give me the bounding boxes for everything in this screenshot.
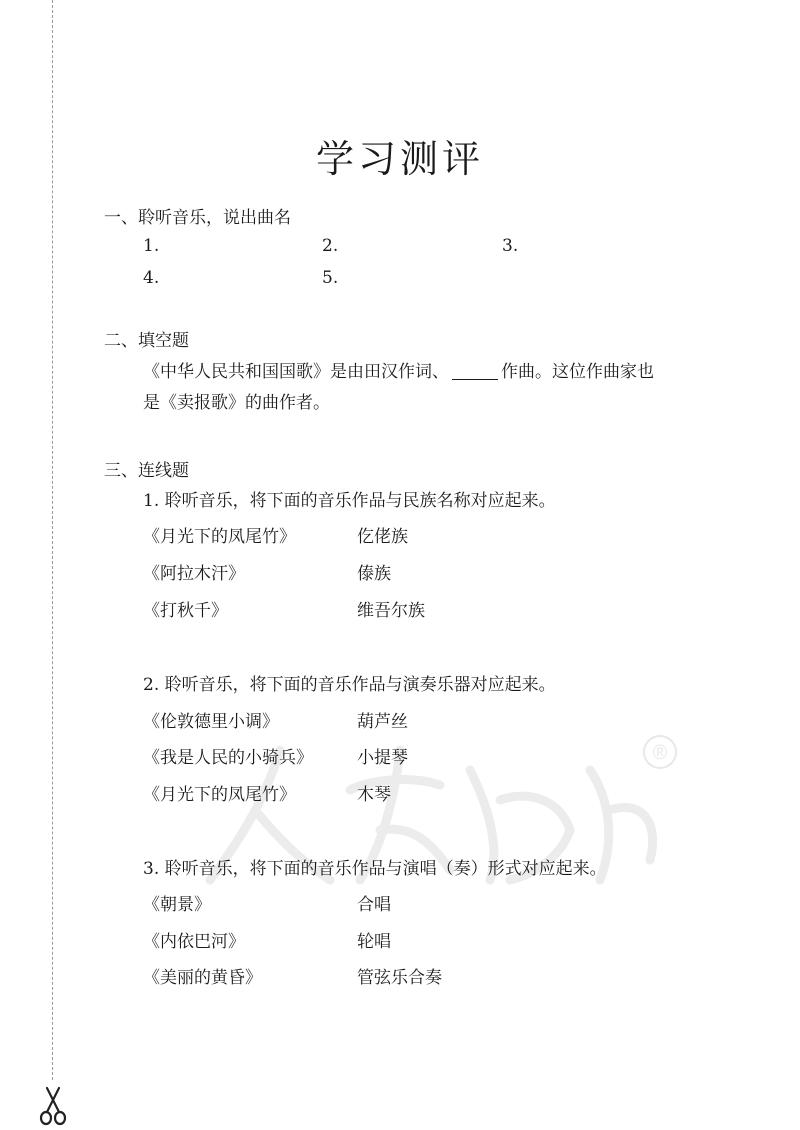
match-group-2-work-2[interactable]: 《我是人民的小骑兵》 [143,748,313,768]
match-group-2-option-2[interactable]: 小提琴 [357,748,408,768]
match-group-1-work-2[interactable]: 《阿拉木汗》 [143,564,245,584]
match-group-3-option-1[interactable]: 合唱 [357,895,391,915]
listen-item-2: 2. [322,236,339,256]
match-group-3-instruction: 3. 聆听音乐，将下面的音乐作品与演唱（奏）形式对应起来。 [143,859,607,879]
match-group-3-work-1[interactable]: 《朝景》 [143,895,211,915]
match-group-1-option-2[interactable]: 傣族 [357,564,391,584]
listen-item-3: 3. [502,236,519,256]
match-group-2-instruction: 2. 聆听音乐，将下面的音乐作品与演奏乐器对应起来。 [143,675,556,695]
registered-mark: ® [652,742,668,764]
match-group-1-work-3[interactable]: 《打秋千》 [143,601,228,621]
match-group-2-work-3[interactable]: 《月光下的凤尾竹》 [143,785,296,805]
match-group-1-option-1[interactable]: 仡佬族 [357,527,408,547]
fill-blank-line-2: 是《卖报歌》的曲作者。 [143,393,330,413]
page-title: 学习测评 [315,137,484,181]
fill-blank-line-1 [143,357,654,382]
section2-heading: 二、填空题 [104,331,189,351]
fill-blank-text-before: 《中华人民共和国国歌》是由田汉作词、 [143,362,449,382]
match-group-1-instruction: 1. 聆听音乐，将下面的音乐作品与民族名称对应起来。 [143,491,556,511]
match-group-3-option-2[interactable]: 轮唱 [357,932,391,952]
match-group-3-work-2[interactable]: 《内依巴河》 [143,932,245,952]
match-group-3-option-3[interactable]: 管弦乐合奏 [357,968,442,988]
match-group-3-work-3[interactable]: 《美丽的黄昏》 [143,968,262,988]
listen-item-4: 4. [143,268,160,288]
listen-item-1: 1. [143,236,160,256]
match-group-1-option-3[interactable]: 维吾尔族 [357,601,425,621]
match-group-2-option-1[interactable]: 葫芦丝 [357,712,408,732]
fill-blank-text-after: 作曲。这位作曲家也 [501,362,654,382]
match-group-2-option-3[interactable]: 木琴 [357,785,391,805]
section1-heading: 一、聆听音乐，说出曲名 [104,208,291,228]
match-group-1-work-1[interactable]: 《月光下的凤尾竹》 [143,527,296,547]
section3-heading: 三、连线题 [104,461,189,481]
match-group-2-work-1[interactable]: 《伦敦德里小调》 [143,712,279,732]
listen-item-5: 5. [322,268,339,288]
answer-blank[interactable] [452,362,498,380]
